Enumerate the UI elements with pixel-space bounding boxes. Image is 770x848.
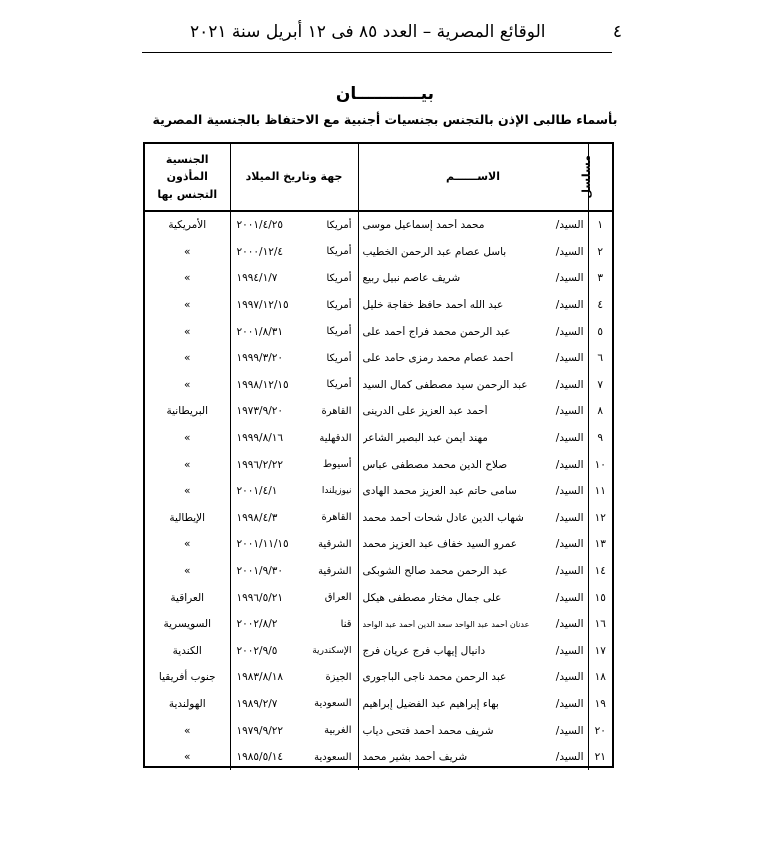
serial-cell: ١٣ <box>588 531 612 558</box>
name-cell <box>358 318 588 345</box>
birth-place: أسيوط <box>322 459 352 471</box>
table-row <box>145 691 612 718</box>
table-row <box>145 664 612 691</box>
honorific: السيد/ <box>555 751 584 764</box>
person-name: عبد الرحمن محمد فراج أحمد على <box>362 325 511 338</box>
applicants-table-frame <box>143 142 614 768</box>
nationality-cell: الكندية <box>172 644 202 657</box>
honorific: السيد/ <box>555 485 584 498</box>
nationality-cell: » <box>184 432 191 445</box>
serial-cell: ٩ <box>588 425 612 452</box>
person-name: صلاح الدين محمد مصطفى عباس <box>362 458 508 471</box>
honorific: السيد/ <box>555 511 584 524</box>
serial-cell: ١ <box>588 211 612 239</box>
birth-date: ٢٠٠١/٩/٣٠ <box>236 565 284 578</box>
birth-date: ٢٠٠٢/٨/٢ <box>236 618 278 631</box>
nationality-cell: » <box>184 272 191 285</box>
serial-cell: ١١ <box>588 478 612 505</box>
name-cell <box>358 611 588 638</box>
honorific: السيد/ <box>555 671 584 684</box>
birth-cell <box>230 744 358 771</box>
honorific: السيد/ <box>555 644 584 657</box>
birth-cell <box>230 584 358 611</box>
person-name: سامى حاتم عبد العزيز محمد الهادى <box>362 485 517 498</box>
birth-place: القاهرة <box>321 405 352 417</box>
person-name: شهاب الدين عادل شحات أحمد محمد <box>362 511 524 524</box>
birth-place: الشرقية <box>318 565 352 577</box>
name-cell <box>358 717 588 744</box>
person-name: مهند أيمن عبد البصير الشاعر <box>362 432 488 445</box>
table-row <box>145 505 612 532</box>
person-name: شريف أحمد بشير محمد <box>362 751 468 764</box>
honorific: السيد/ <box>555 565 584 578</box>
name-cell <box>358 478 588 505</box>
person-name: محمد أحمد إسماعيل موسى <box>362 219 485 232</box>
honorific: السيد/ <box>555 378 584 391</box>
honorific: السيد/ <box>555 245 584 258</box>
table-row <box>145 584 612 611</box>
nationality-cell: » <box>184 352 191 365</box>
table-row <box>145 611 612 638</box>
birth-cell <box>230 611 358 638</box>
honorific: السيد/ <box>555 352 584 365</box>
birth-place: أمريكا <box>326 326 352 338</box>
birth-cell <box>230 239 358 266</box>
birth-date: ١٩٩٩/٣/٢٠ <box>236 352 284 365</box>
serial-cell: ٢ <box>588 239 612 266</box>
table-row <box>145 318 612 345</box>
nationality-cell: » <box>184 378 191 391</box>
name-cell <box>358 292 588 319</box>
name-cell <box>358 664 588 691</box>
serial-cell: ١٠ <box>588 451 612 478</box>
birth-cell <box>230 558 358 585</box>
birth-cell <box>230 425 358 452</box>
person-name: عمرو السيد خفاف عبد العزيز محمد <box>362 538 518 551</box>
serial-cell: ١٥ <box>588 584 612 611</box>
header-nationality: الجنسية المأذون التجنس بها <box>145 144 230 211</box>
birth-cell <box>230 292 358 319</box>
name-cell <box>358 638 588 665</box>
birth-date: ١٩٨٩/٢/٧ <box>236 697 278 710</box>
table-row <box>145 239 612 266</box>
person-name: أحمد عصام محمد رمزى حامد على <box>362 352 514 365</box>
person-name: على جمال مختار مصطفى هيكل <box>362 591 502 604</box>
serial-cell: ١٤ <box>588 558 612 585</box>
birth-date: ١٩٧٣/٩/٢٠ <box>236 405 284 418</box>
name-cell <box>358 691 588 718</box>
birth-cell <box>230 398 358 425</box>
table-row <box>145 265 612 292</box>
table-row <box>145 478 612 505</box>
birth-date: ١٩٨٥/٥/١٤ <box>236 751 284 764</box>
birth-cell <box>230 451 358 478</box>
serial-cell: ٢٠ <box>588 717 612 744</box>
page-number: ٤ <box>612 22 622 42</box>
serial-cell: ٨ <box>588 398 612 425</box>
birth-date: ١٩٨٣/٨/١٨ <box>236 671 284 684</box>
birth-cell <box>230 318 358 345</box>
person-name: عبد الله أحمد حافظ خفاجة خليل <box>362 299 504 312</box>
nationality-cell: » <box>184 245 191 258</box>
birth-place: أمريكا <box>326 272 352 284</box>
nationality-cell: » <box>184 724 191 737</box>
birth-date: ١٩٩٩/٨/١٦ <box>236 432 284 445</box>
birth-place: الشرقية <box>318 538 352 550</box>
honorific: السيد/ <box>555 697 584 710</box>
nationality-cell: السويسرية <box>163 618 212 631</box>
birth-place: الدقهلية <box>319 432 352 444</box>
header-rule <box>142 52 612 53</box>
document-title: بيـــــــــــان <box>335 84 435 104</box>
nationality-cell: » <box>184 565 191 578</box>
nationality-cell: » <box>184 751 191 764</box>
name-cell <box>358 584 588 611</box>
honorific: السيد/ <box>555 219 584 232</box>
birth-cell <box>230 691 358 718</box>
nationality-cell: » <box>184 485 191 498</box>
serial-cell: ٣ <box>588 265 612 292</box>
birth-date: ٢٠٠٠/١٢/٤ <box>236 245 284 258</box>
serial-cell: ١٦ <box>588 611 612 638</box>
nationality-cell: العراقية <box>170 591 205 604</box>
birth-date: ١٩٩٦/٢/٢٢ <box>236 458 284 471</box>
applicants-table <box>145 144 612 770</box>
name-cell <box>358 398 588 425</box>
birth-date: ٢٠٠٢/٩/٥ <box>236 644 278 657</box>
serial-cell: ٧ <box>588 372 612 399</box>
table-row <box>145 398 612 425</box>
person-name: أحمد عبد العزيز على الدرينى <box>362 405 488 418</box>
name-cell <box>358 425 588 452</box>
nationality-cell: » <box>184 325 191 338</box>
nationality-cell: البريطانية <box>166 405 209 418</box>
honorific: السيد/ <box>555 458 584 471</box>
name-cell <box>358 451 588 478</box>
serial-cell: ٤ <box>588 292 612 319</box>
table-body <box>145 211 612 770</box>
person-name: باسل عصام عبد الرحمن الخطيب <box>362 245 507 258</box>
birth-place: السعودية <box>314 751 352 763</box>
birth-cell <box>230 531 358 558</box>
honorific: السيد/ <box>555 538 584 551</box>
serial-cell: ٦ <box>588 345 612 372</box>
birth-cell <box>230 664 358 691</box>
name-cell <box>358 744 588 771</box>
birth-date: ١٩٩٨/١٢/١٥ <box>236 378 289 391</box>
name-cell <box>358 239 588 266</box>
person-name: عبد الرحمن سيد مصطفى كمال السيد <box>362 378 528 391</box>
name-cell <box>358 505 588 532</box>
birth-cell <box>230 638 358 665</box>
person-name: شريف عاصم نبيل ربيع <box>362 272 461 285</box>
table-row <box>145 744 612 771</box>
person-name: دانيال إيهاب فرج عريان فرج <box>362 644 486 657</box>
birth-place: نيوزيلندا <box>321 486 352 497</box>
birth-place: الغربية <box>324 725 352 737</box>
nationality-cell: جنوب أفريقيا <box>158 671 216 684</box>
honorific: السيد/ <box>555 272 584 285</box>
birth-place: السعودية <box>314 698 352 710</box>
serial-cell: ١٩ <box>588 691 612 718</box>
honorific: السيد/ <box>555 405 584 418</box>
birth-date: ١٩٩٤/١/٧ <box>236 272 278 285</box>
nationality-cell: » <box>184 299 191 312</box>
birth-date: ٢٠٠١/٤/١ <box>236 485 278 498</box>
birth-date: ١٩٩٦/٥/٢١ <box>236 591 284 604</box>
honorific: السيد/ <box>555 724 584 737</box>
birth-place: الجيزة <box>325 671 352 683</box>
birth-place: العراق <box>324 592 352 604</box>
header-name: الاســــــم <box>358 144 588 211</box>
nationality-cell: » <box>184 538 191 551</box>
person-name: بهاء إبراهيم عبد الفضيل إبراهيم <box>362 697 499 710</box>
serial-cell: ١٢ <box>588 505 612 532</box>
birth-cell <box>230 478 358 505</box>
page-header <box>190 22 622 48</box>
table-row <box>145 345 612 372</box>
serial-cell: ٢١ <box>588 744 612 771</box>
birth-cell <box>230 265 358 292</box>
honorific: السيد/ <box>555 432 584 445</box>
header-birth-place-date: جهة وتاريخ الميلاد <box>230 144 358 211</box>
nationality-cell: » <box>184 458 191 471</box>
name-cell <box>358 372 588 399</box>
birth-place: الإسكندرية <box>312 645 352 656</box>
table-row <box>145 211 612 239</box>
birth-place: أمريكا <box>326 299 352 311</box>
birth-date: ١٩٧٩/٩/٢٢ <box>236 724 284 737</box>
honorific: السيد/ <box>555 591 584 604</box>
person-name: عبد الرحمن محمد ناجى الباجورى <box>362 671 507 684</box>
table-row <box>145 425 612 452</box>
honorific: السيد/ <box>555 325 584 338</box>
name-cell <box>358 265 588 292</box>
table-row <box>145 372 612 399</box>
birth-place: أمريكا <box>326 246 352 258</box>
honorific: السيد/ <box>555 618 584 631</box>
birth-place: قنا <box>340 618 352 630</box>
table-row <box>145 292 612 319</box>
birth-date: ٢٠٠١/٨/٣١ <box>236 325 284 338</box>
nationality-cell: الهولندية <box>168 697 206 710</box>
serial-cell: ١٨ <box>588 664 612 691</box>
birth-date: ١٩٩٧/١٢/١٥ <box>236 299 289 312</box>
serial-cell: ١٧ <box>588 638 612 665</box>
name-cell <box>358 558 588 585</box>
document-subtitle: بأسماء طالبى الإذن بالتجنس بجنسيات أجنبية مع الاحتفاظ بالجنسية المصرية <box>152 112 618 127</box>
person-name: عدنان أحمد عبد الواحد سعد الدين أحمد عبد الواحد <box>362 619 530 629</box>
table-row <box>145 638 612 665</box>
name-cell <box>358 531 588 558</box>
person-name: شريف محمد أحمد فتحى دياب <box>362 724 494 737</box>
birth-place: أمريكا <box>326 219 352 231</box>
name-cell <box>358 345 588 372</box>
birth-cell <box>230 717 358 744</box>
table-header-row <box>145 144 612 211</box>
honorific: السيد/ <box>555 299 584 312</box>
table-row <box>145 558 612 585</box>
birth-cell <box>230 211 358 239</box>
birth-date: ١٩٩٨/٤/٣ <box>236 511 278 524</box>
birth-cell <box>230 505 358 532</box>
nationality-cell: الإيطالية <box>169 511 206 524</box>
birth-place: أمريكا <box>326 379 352 391</box>
birth-place: القاهرة <box>321 512 352 524</box>
table-row <box>145 451 612 478</box>
table-row <box>145 717 612 744</box>
birth-date: ٢٠٠١/٤/٢٥ <box>236 219 284 232</box>
serial-cell: ٥ <box>588 318 612 345</box>
person-name: عبد الرحمن محمد صالح الشوبكى <box>362 565 508 578</box>
name-cell <box>358 211 588 239</box>
nationality-cell: الأمريكية <box>168 219 207 232</box>
table-row <box>145 531 612 558</box>
birth-cell <box>230 345 358 372</box>
header-serial: مسلسل <box>588 144 612 211</box>
birth-cell <box>230 372 358 399</box>
birth-place: أمريكا <box>326 352 352 364</box>
header-text: الوقائع المصرية – العدد ٨٥ فى ١٢ أبريل سنة ٢٠٢١ <box>190 22 546 42</box>
birth-date: ٢٠٠١/١١/١٥ <box>236 538 289 551</box>
